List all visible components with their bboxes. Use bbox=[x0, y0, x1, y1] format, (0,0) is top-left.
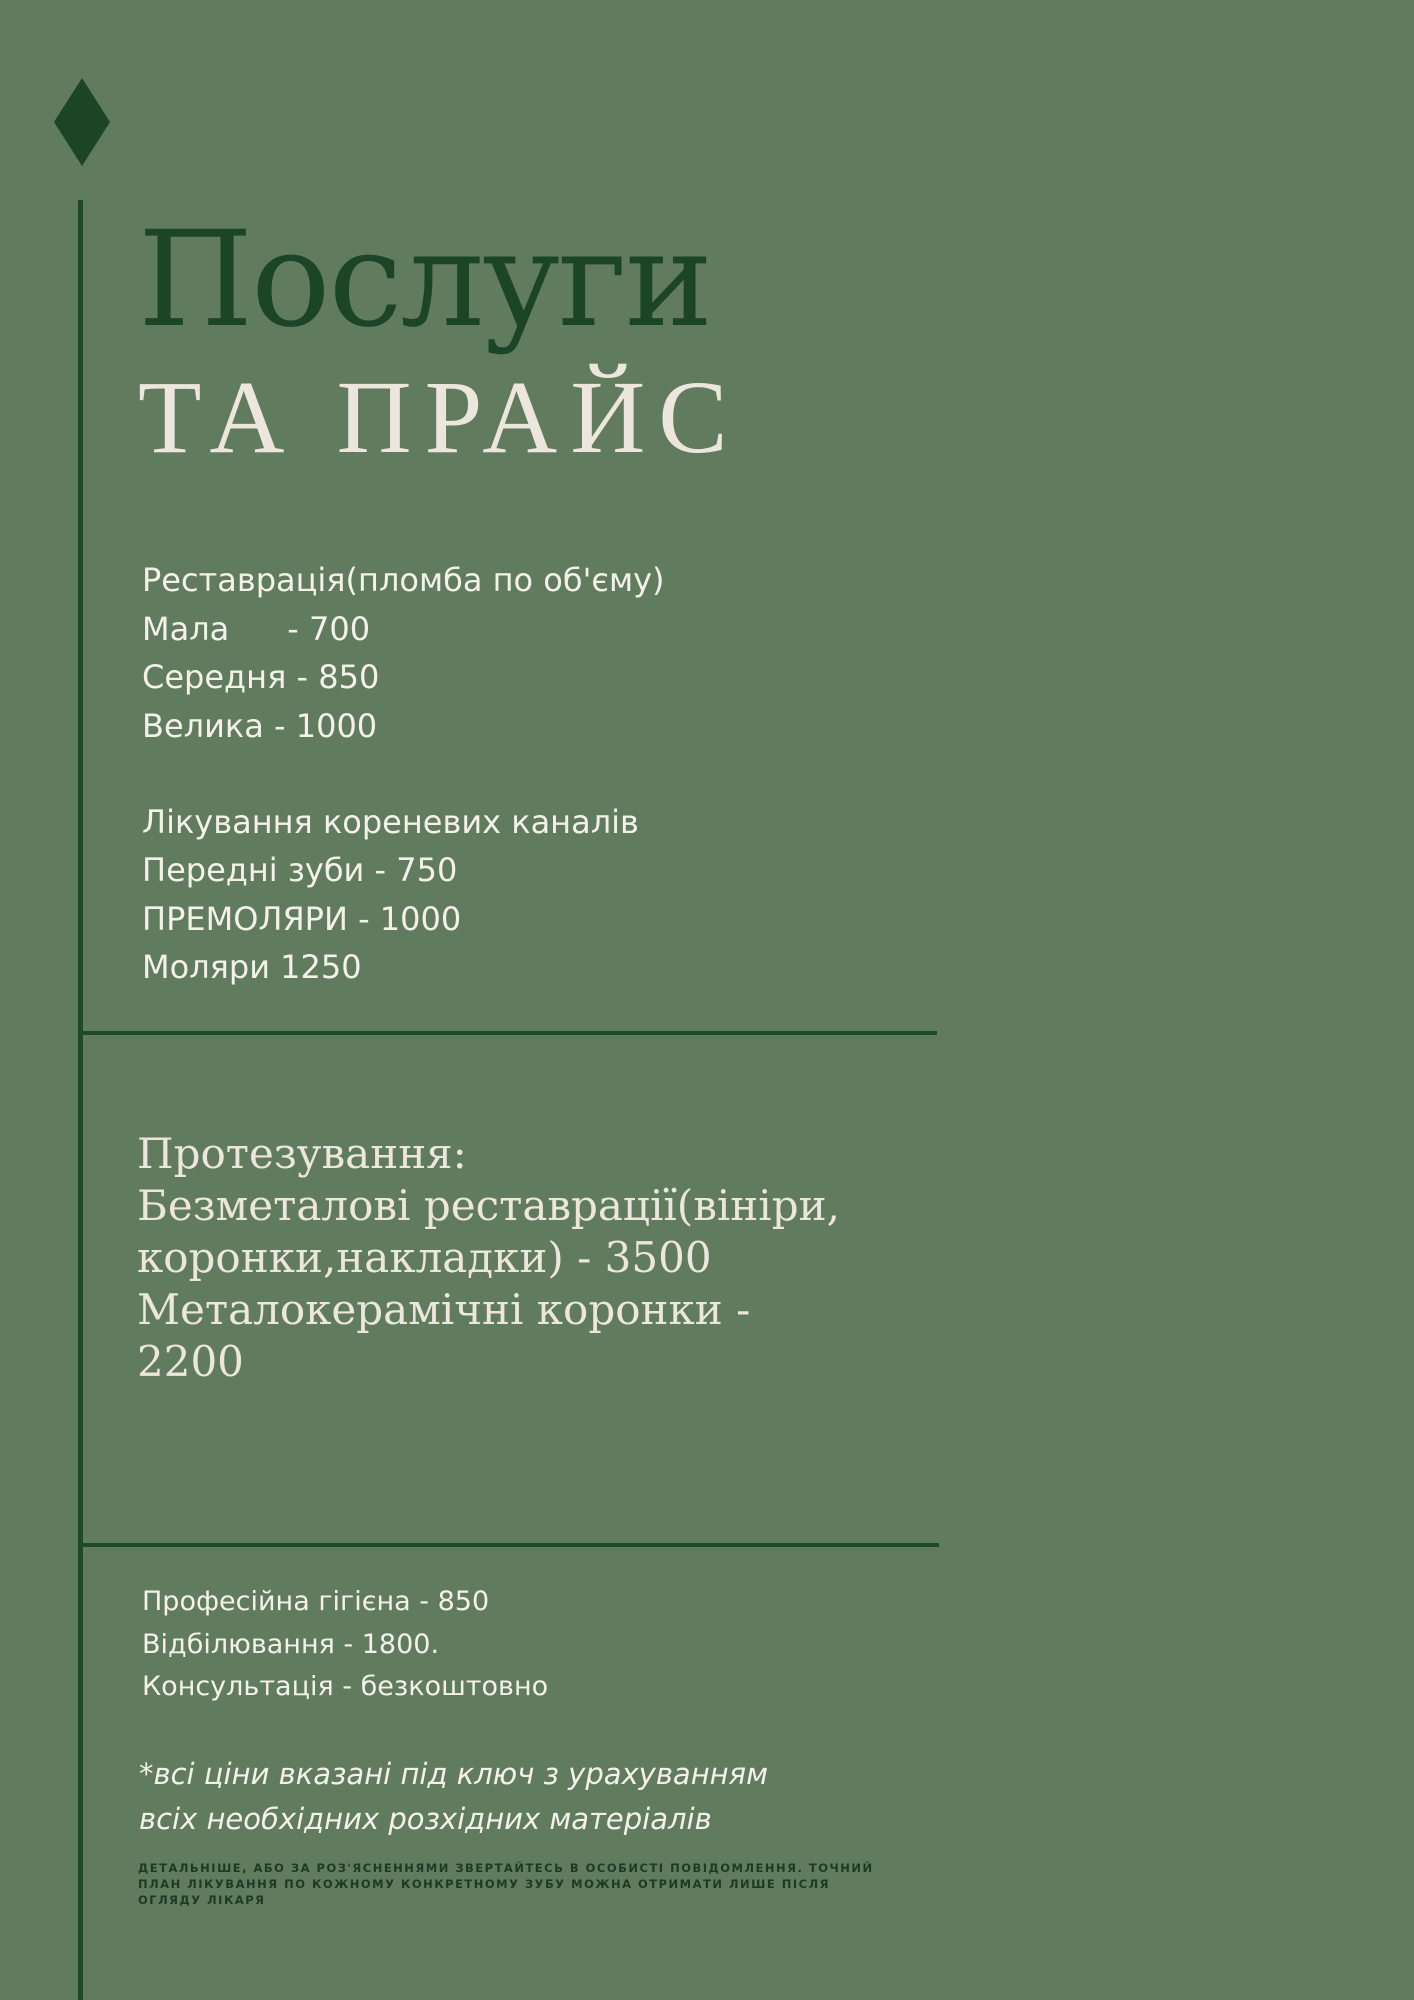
horizontal-divider-top bbox=[83, 1031, 937, 1035]
price-item: Консультація - безкоштовно bbox=[142, 1671, 549, 1702]
item-price: - 1000 bbox=[274, 706, 378, 745]
prosthetics-line: Безметалові реставрації(вініри, bbox=[137, 1181, 840, 1230]
price-item: Передні зуби - 750 bbox=[142, 851, 458, 890]
note-line: всіх необхідних розхідних матеріалів bbox=[139, 1802, 712, 1836]
root-canal-heading: Лікування кореневих каналів bbox=[142, 803, 639, 841]
note-line: *всі ціни вказані під ключ з урахуванням bbox=[139, 1757, 768, 1791]
price-item: Моляри 1250 bbox=[142, 948, 362, 987]
item-label: Велика bbox=[142, 706, 264, 745]
price-item-small bbox=[142, 605, 665, 654]
price-item: Професійна гігієна - 850 bbox=[142, 1586, 490, 1617]
price-item: Відбілювання - 1800. bbox=[142, 1628, 440, 1660]
prosthetics-section bbox=[137, 1128, 840, 1388]
diamond-icon bbox=[54, 78, 110, 166]
other-services-section bbox=[142, 1581, 548, 1709]
vertical-divider bbox=[78, 200, 83, 2000]
restoration-section bbox=[142, 556, 665, 750]
page-title: Послуги bbox=[138, 203, 712, 357]
item-label: Середня bbox=[142, 658, 287, 697]
prosthetics-line: Металокерамічні коронки - bbox=[137, 1285, 751, 1334]
root-canal-section bbox=[142, 798, 639, 992]
horizontal-divider-bottom bbox=[83, 1543, 939, 1547]
item-label: Мала bbox=[142, 609, 230, 648]
price-item-large bbox=[142, 702, 665, 751]
fine-print: ДЕТАЛЬНІШЕ, АБО ЗА РОЗ'ЯСНЕННЯМИ ЗВЕРТАЙТЕСЬ В ОСОБИСТІ ПОВІДОМЛЕННЯ. ТОЧНИЙ ПЛАН ЛІКУВАННЯ ПО КОЖНОМУ КОНКРЕТНОМУ ЗУБУ МОЖНА ОТРИМАТИ ЛИШЕ ПІСЛЯ ОГЛЯДУ ЛІКАРЯ bbox=[138, 1861, 874, 1907]
restoration-heading: Реставрація(пломба по об'єму) bbox=[142, 561, 665, 599]
prosthetics-heading: Протезування: bbox=[137, 1129, 467, 1178]
price-item: ПРЕМОЛЯРИ - 1000 bbox=[142, 899, 462, 938]
price-note bbox=[139, 1752, 768, 1842]
prosthetics-line: коронки,накладки) - 3500 bbox=[137, 1233, 712, 1282]
page-subtitle: ТА ПРАЙС bbox=[138, 360, 741, 475]
prosthetics-line: 2200 bbox=[137, 1337, 244, 1386]
price-item-medium bbox=[142, 653, 665, 702]
item-price: - 700 bbox=[287, 609, 371, 648]
item-price: - 850 bbox=[296, 658, 380, 697]
